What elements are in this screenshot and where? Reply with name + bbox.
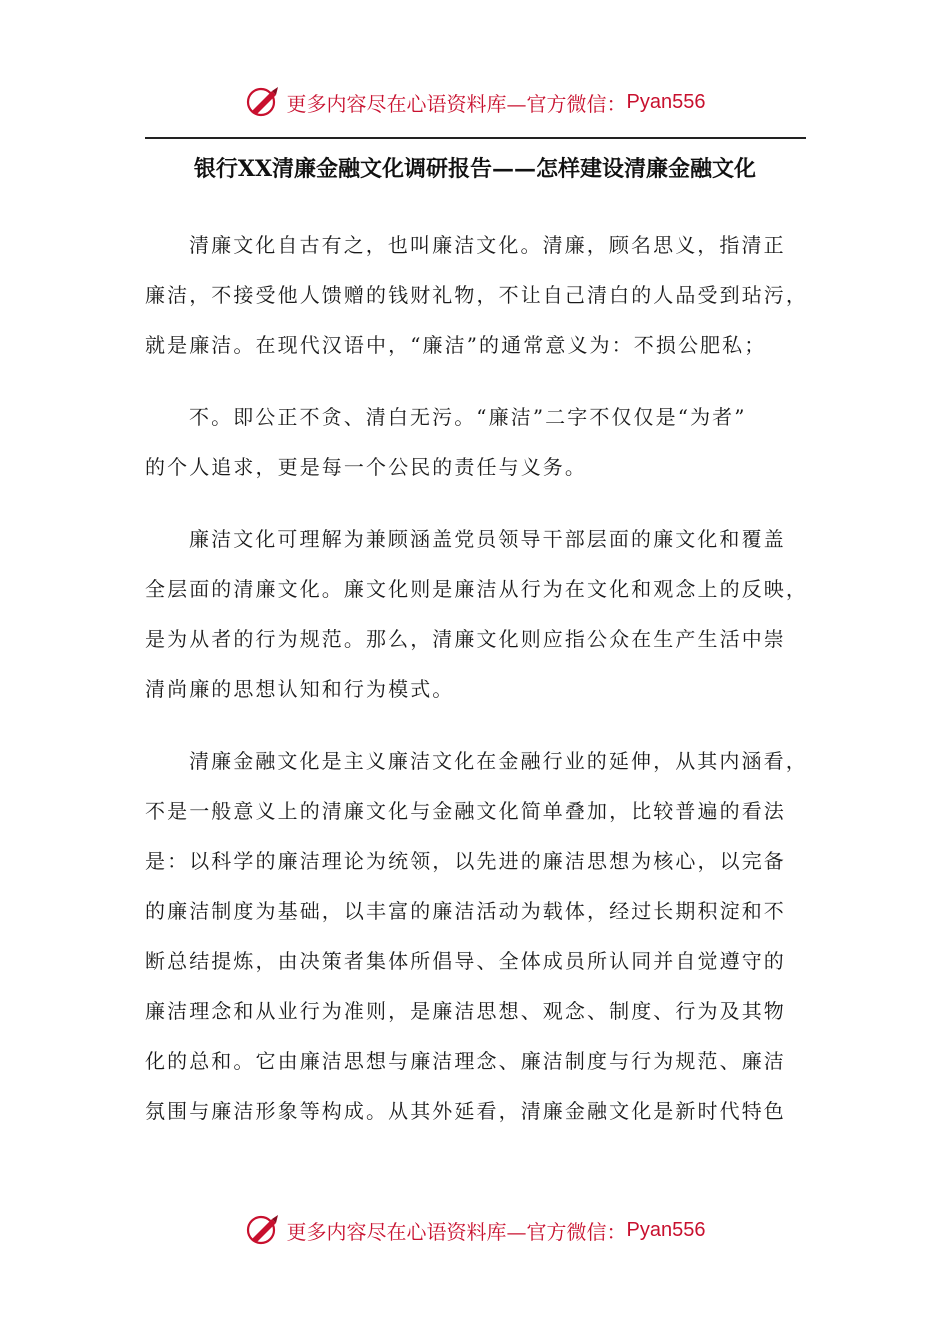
text-line: 的个人追求，更是每一个公民的责任与义务。 [145,455,587,479]
text-line: 全层面的清廉文化。廉文化则是廉洁从行为在文化和观念上的反映， [145,577,808,601]
text-line: 廉洁，不接受他人馈赠的钱财礼物，不让自己清白的人品受到玷污， [145,283,808,307]
header-brand [0,84,950,120]
text-line: 的廉洁制度为基础，以丰富的廉洁活动为载体，经过长期积淀和不 [145,899,786,923]
text-line: 是：以科学的廉洁理论为统领，以先进的廉洁思想为核心，以完备 [145,849,786,873]
text-line: 氛围与廉洁形象等构成。从其外延看，清廉金融文化是新时代特色 [145,1099,786,1123]
pen-logo-icon [245,84,281,120]
header-brand-id: Pyan556 [626,90,706,113]
text-line: 不是一般意义上的清廉文化与金融文化简单叠加，比较普遍的看法 [145,799,786,823]
paragraph [145,514,810,714]
header-divider [145,137,806,139]
text-line: 是为从者的行为规范。那么，清廉文化则应指公众在生产生活中崇 [145,627,786,651]
document-title: 银行XX清廉金融文化调研报告——怎样建设清廉金融文化 [193,156,757,182]
pen-logo-icon [245,1212,281,1248]
text-line: 化的总和。它由廉洁思想与廉洁理念、廉洁制度与行为规范、廉洁 [145,1049,786,1073]
text-line: 清尚廉的思想认知和行为模式。 [145,677,455,701]
paragraph [145,736,810,1136]
text-line: 就是廉洁。在现代汉语中，“廉洁”的通常意义为：不损公肥私； [145,333,767,357]
text-line: 廉洁文化可理解为兼顾涵盖党员领导干部层面的廉文化和覆盖 [189,527,786,551]
footer-brand-text: 更多内容尽在心语资料库—官方微信： [286,1219,627,1244]
document-body [145,220,810,1158]
paragraph [145,220,810,370]
text-line: 廉洁理念和从业行为准则，是廉洁思想、观念、制度、行为及其物 [145,999,786,1023]
text-line: 不。即公正不贪、清白无污。“廉洁”二字不仅仅是“为者” [189,405,747,429]
text-line: 清廉文化自古有之，也叫廉洁文化。清廉，顾名思义，指清正 [189,233,786,257]
footer-brand [0,1212,950,1248]
paragraph [145,392,810,492]
text-line: 清廉金融文化是主义廉洁文化在金融行业的延伸，从其内涵看， [189,749,808,773]
header-brand-text: 更多内容尽在心语资料库—官方微信： [286,91,627,116]
text-line: 断总结提炼，由决策者集体所倡导、全体成员所认同并自觉遵守的 [145,949,786,973]
footer-brand-id: Pyan556 [626,1218,706,1241]
